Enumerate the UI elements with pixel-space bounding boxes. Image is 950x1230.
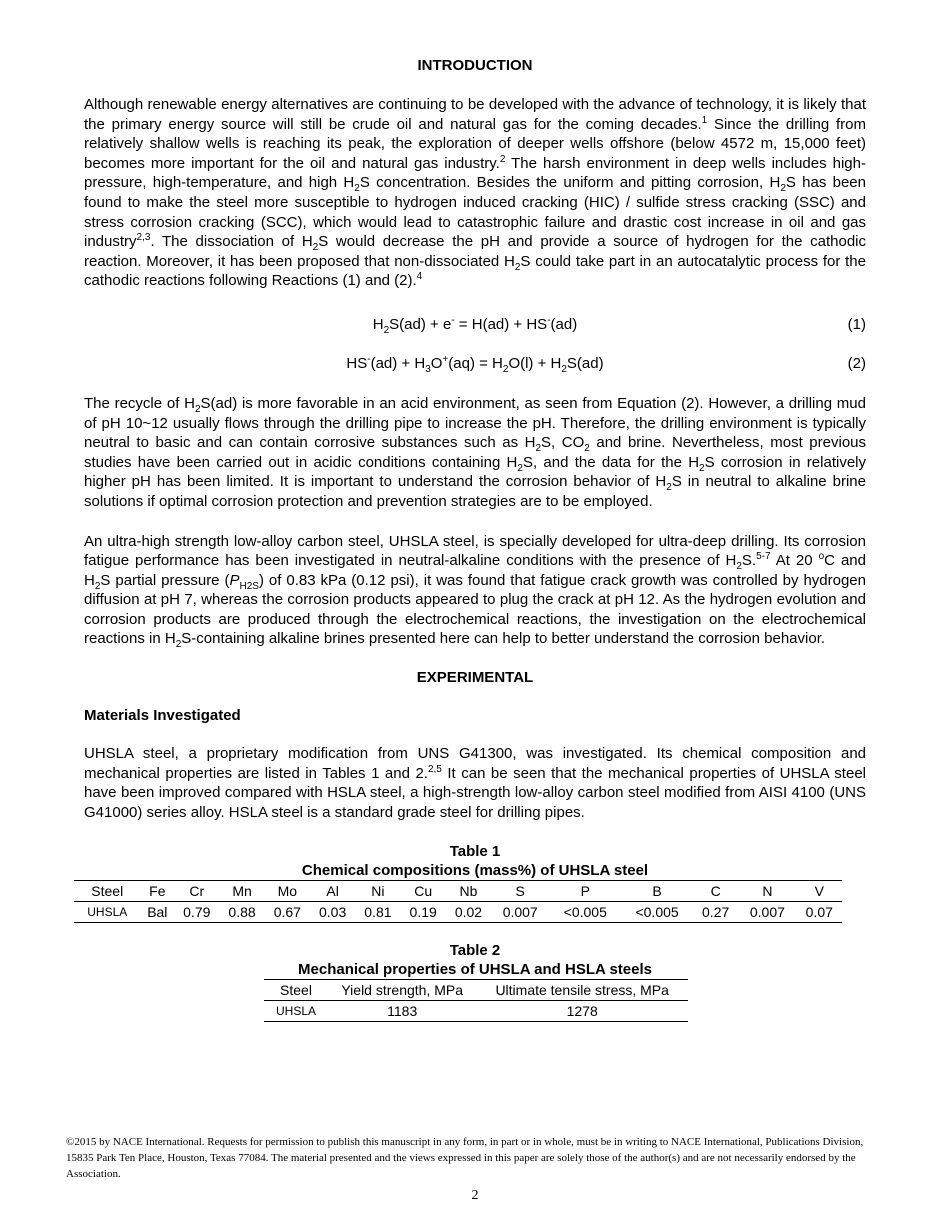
page-number: 2 [471, 1188, 479, 1203]
table-1-caption: Chemical compositions (mass%) of UHSLA steel [301, 862, 649, 880]
table-2-cell: UHSLA [275, 1004, 316, 1019]
equation-2-expression: $HS^-(ad) + H_3O^+(aq) = H_2O(l) + H_2S(ad)$ [346, 353, 604, 375]
table-1-cell: 0.79 [183, 904, 211, 921]
table-2 [264, 979, 688, 1022]
table-1-header: N [738, 881, 796, 902]
table-1-header: Ni [355, 881, 400, 902]
table-1-cell: 0.88 [228, 904, 256, 921]
table-1-header: Mo [265, 881, 310, 902]
table-1-header: B [621, 881, 693, 902]
table-1-cell: 0.27 [702, 904, 730, 921]
table-1-cell: 0.07 [805, 904, 833, 921]
table-1-header: Cr [174, 881, 219, 902]
table-1-header-row [74, 881, 842, 902]
table-2-header: Yield strength, MPa [328, 980, 476, 1001]
page-content [84, 0, 866, 1022]
experimental-paragraph-1: UHSLA steel, a proprietary modification from UNS G41300, was investigated. Its chemical composition and mechanical properties are listed in Tables 1 and 2.$^{2,5}$ It can be seen that the mechanical properties of UHSLA steel have been improved compared with HSLA steel, a high-strength low-alloy carbon steel modified from AISI 4100 (UNS G41000) series alloy. HSLA steel is a standard grade steel for drilling pipes. [84, 745, 866, 821]
table-1-header: C [693, 881, 738, 902]
introduction-heading: INTRODUCTION [417, 57, 533, 74]
table-1-cell: 0.19 [409, 904, 437, 921]
table-1-header: Nb [446, 881, 491, 902]
equation-1-number: (1) [847, 315, 866, 333]
table-2-cell: 1183 [387, 1003, 418, 1020]
equation-2 [84, 354, 866, 374]
table-2-caption: Mechanical properties of UHSLA and HSLA steels [298, 961, 652, 979]
table-1-header: S [491, 881, 549, 902]
materials-subheading: Materials Investigated [84, 707, 241, 725]
table-1 [74, 880, 842, 923]
table-1-cell: 0.007 [749, 904, 785, 921]
intro-paragraph-3: An ultra-high strength low-alloy carbon steel, UHSLA steel, is specially developed for ultra-deep drilling. Its corrosion fatigue performance has been investigated in neutral-alkaline conditions with the presence of $H_2S.^{5-7}$ At 20 $^o$C and $H_2S$ partial pressure $(P_{H2S})$ of 0.83 kPa (0.12 psi), it was found that fatigue crack growth was controlled by hydrogen diffusion at pH 7, whereas the corrosion products appeared to plug the crack at pH 12. As the hydrogen evolution and corrosion products are produced through the electrochemical reactions, the investigation on the electrochemical reactions in $H_2S$-containing alkaline brines presented here can help to better understand the corrosion behavior. [84, 532, 866, 651]
table-1-cell: 0.67 [273, 904, 301, 921]
table-2-header: Steel [264, 980, 328, 1001]
table-1-cell: 0.02 [454, 904, 483, 921]
table-1-header: P [549, 881, 621, 902]
table-1-cell: 0.03 [318, 904, 347, 921]
equation-1 [84, 315, 866, 335]
table-row [264, 1001, 688, 1022]
table-1-header: Cu [401, 881, 446, 902]
table-2-label: Table 2 [449, 942, 501, 960]
table-1-header: V [797, 881, 842, 902]
table-1-label: Table 1 [449, 843, 501, 861]
equation-1-expression: $H_2S(ad) + e^- = H(ad) + HS^-(ad)$ [372, 314, 578, 336]
table-1-cell: Bal [147, 904, 168, 921]
intro-paragraph-1: Although renewable energy alternatives are continuing to be developed with the advance of technology, it is likely that the primary energy source will still be crude oil and natural gas for the coming decades.$^1$ Since the drilling from relatively shallow wells is reaching its peak, the exploration of deeper wells offshore (below 4572 m, 15,000 feet) becomes more important for the oil and natural gas industry.$^2$ The harsh environment in deep wells includes high-pressure, high-temperature, and high $H_2S$ concentration. Besides the uniform and pitting corrosion, $H_2S$ has been found to make the steel more susceptible to hydrogen induced cracking (HIC) / sulfide stress cracking (SSC) and stress corrosion cracking (SCC), which would lead to catastrophic failure and drastic cost increase in oil and gas industry$^{2,3}$. The dissociation of $H_2S$ would decrease the pH and provide a source of hydrogen for the cathodic reaction. Moreover, it has been proposed that non-dissociated $H_2S$ could take part in an autocatalytic process for the cathodic reactions following Reactions (1) and (2).$^4$ [84, 96, 867, 290]
table-row [74, 902, 842, 923]
experimental-heading: EXPERIMENTAL [416, 669, 534, 687]
table-2-header: Ultimate tensile stress, MPa [476, 980, 688, 1001]
table-1-cell: 0.81 [364, 904, 392, 921]
table-1-cell: 0.007 [502, 904, 538, 921]
table-1-header: Steel [74, 881, 141, 902]
copyright-footer: ©2015 by NACE International. Requests for permission to publish this manuscript in any form, in part or in whole, must be in writing to NACE International, Publications Division, 15835 Park Ten Place, Houston, Texas 77084. The material presented and the views expressed in this paper are solely those of the author(s) and are not necessarily endorsed by the Association. [66, 1136, 864, 1180]
table-2-header-row [264, 980, 688, 1001]
table-1-header: Fe [141, 881, 175, 902]
table-1-header: Al [310, 881, 355, 902]
table-1-cell: <0.005 [635, 904, 679, 921]
table-1-header: Mn [219, 881, 264, 902]
table-2-cell: 1278 [566, 1003, 598, 1020]
table-1-cell: UHSLA [87, 905, 128, 920]
table-1-cell: <0.005 [563, 904, 607, 921]
equation-2-number: (2) [847, 354, 866, 372]
intro-paragraph-2: The recycle of $H_2S(ad)$ is more favorable in an acid environment, as seen from Equation (2). However, a drilling mud of pH 10~12 usually flows through the drilling pipe to increase the pH. Therefore, the drilling environment is typically neutral to basic and can contain corrosive substances such as $H_2S$, $CO_2$ and brine. Nevertheless, most previous studies have been carried out in acidic conditions containing $H_2S$, and the data for the $H_2S$ corrosion in relatively higher pH has been limited. It is important to understand the corrosion behavior of $H_2S$ in neutral to alkaline brine solutions if optimal corrosion protection and prevention strategies are to be employed. [84, 394, 866, 510]
